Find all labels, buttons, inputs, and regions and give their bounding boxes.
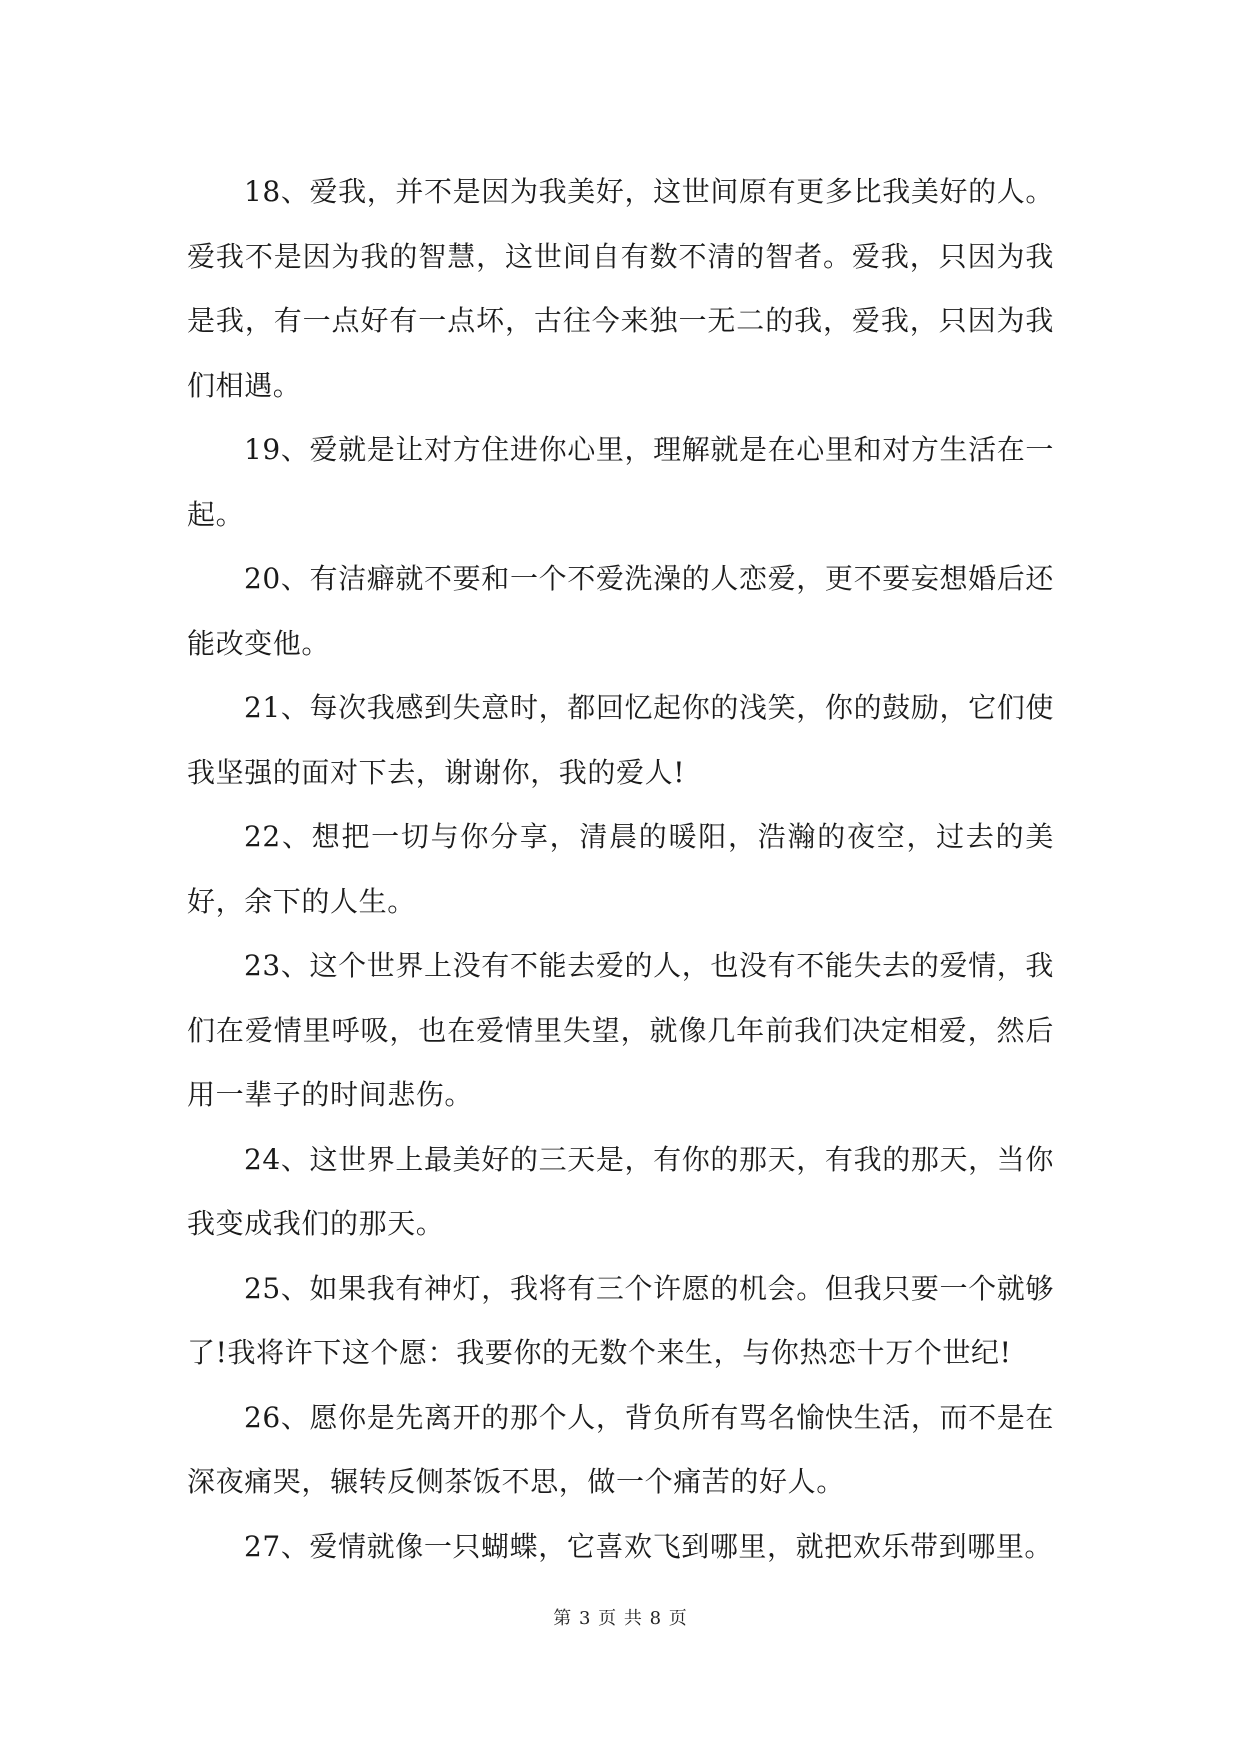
paragraph-26: 26、愿你是先离开的那个人，背负所有骂名愉快生活，而不是在深夜痛哭，辗转反侧茶饭不思，做一个痛苦的好人。 <box>187 1400 1054 1498</box>
paragraph-18: 18、爱我，并不是因为我美好，这世间原有更多比我美好的人。爱我不是因为我的智慧，这世间自有数不清的智者。爱我，只因为我是我，有一点好有一点坏，古往今来独一无二的我，爱我，只因为我们相遇。 <box>187 175 1054 402</box>
paragraph-27: 27、爱情就像一只蝴蝶，它喜欢飞到哪里，就把欢乐带到哪里。 <box>244 1529 1054 1563</box>
paragraph-19: 19、爱就是让对方住进你心里，理解就是在心里和对方生活在一起。 <box>187 433 1054 531</box>
document-body <box>187 160 1054 1579</box>
paragraph-22: 22、想把一切与你分享，清晨的暖阳，浩瀚的夜空，过去的美好，余下的人生。 <box>187 820 1054 918</box>
page-number-footer: 第 3 页 共 8 页 <box>553 1608 688 1629</box>
paragraph-23: 23、这个世界上没有不能去爱的人，也没有不能失去的爱情，我们在爱情里呼吸，也在爱情里失望，就像几年前我们决定相爱，然后用一辈子的时间悲伤。 <box>187 949 1054 1111</box>
paragraph-25: 25、如果我有神灯，我将有三个许愿的机会。但我只要一个就够了!我将许下这个愿：我要你的无数个来生，与你热恋十万个世纪! <box>187 1271 1054 1369</box>
paragraph-20: 20、有洁癖就不要和一个不爱洗澡的人恋爱，更不要妄想婚后还能改变他。 <box>187 562 1054 660</box>
paragraph-21: 21、每次我感到失意时，都回忆起你的浅笑，你的鼓励，它们使我坚强的面对下去，谢谢你，我的爱人! <box>187 691 1054 789</box>
paragraph-24: 24、这世界上最美好的三天是，有你的那天，有我的那天，当你我变成我们的那天。 <box>187 1142 1054 1240</box>
